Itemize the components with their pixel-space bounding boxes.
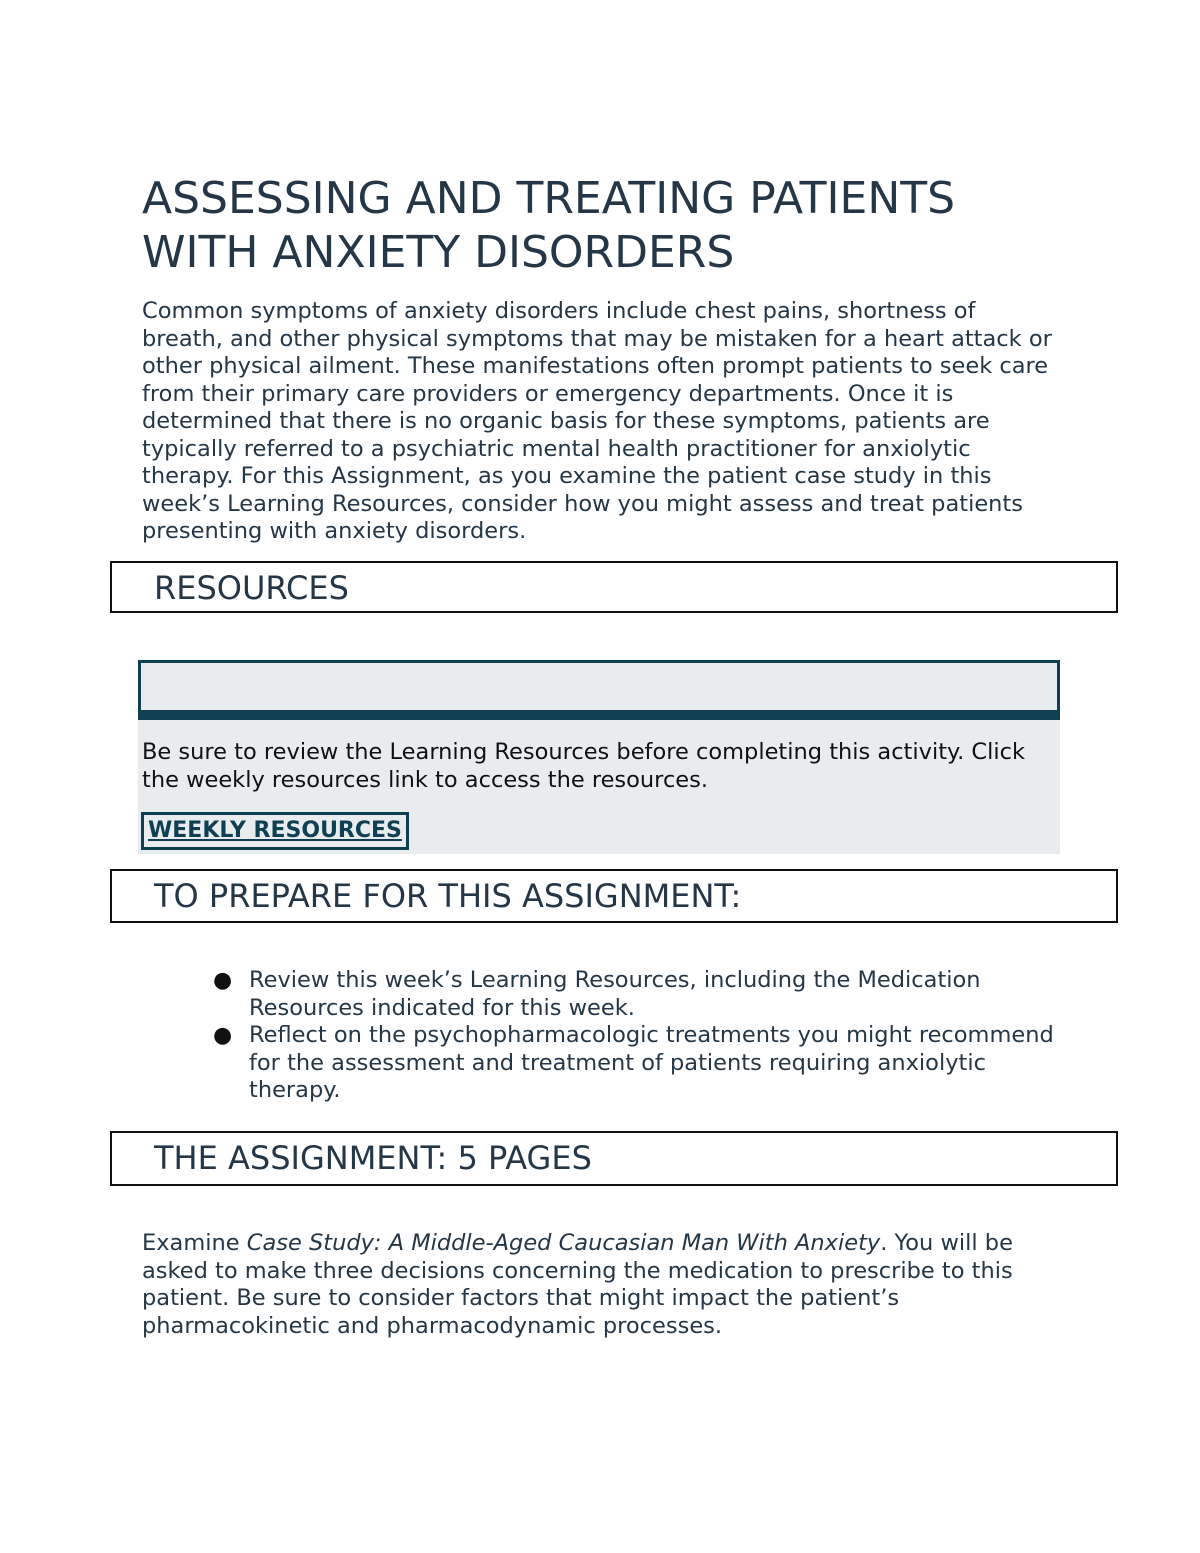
resources-section-header [110,561,1118,613]
list-item [213,967,1069,1022]
assignment-heading: THE ASSIGNMENT: 5 PAGES [154,1139,592,1177]
assignment-section-header [110,1131,1118,1186]
list-item-text: Review this week’s Learning Resources, including the Medication Resources indicated for this week. [249,967,981,1021]
callout-text: Be sure to review the Learning Resources before completing this activity. Click the weekly resources link to access the resources. [142,739,1026,793]
list-item [213,1022,1069,1105]
resources-callout [138,660,1060,854]
prepare-heading: TO PREPARE FOR THIS ASSIGNMENT: [154,877,742,915]
list-item-text: Reflect on the psychopharmacologic treatments you might recommend for the assessment and treatment of patients requiring anxiolytic therapy. [249,1022,1054,1103]
bullet-icon: ● [213,1023,233,1048]
assignment-text-suffix: . You will be asked to make three decisions concerning the medication to prescribe to this patient. Be sure to consider factors that might impact the patient’s pharmacokinetic and pharmacodynamic processes. [142,1230,1013,1339]
prepare-section-header [110,869,1118,923]
case-study-title: Case Study: A Middle-Aged Caucasian Man With Anxiety [246,1230,881,1256]
resources-heading: RESOURCES [154,569,349,607]
callout-header-bar [138,660,1060,720]
assignment-paragraph [142,1230,1062,1340]
weekly-resources-button[interactable]: WEEKLY RESOURCES [141,812,409,850]
prepare-list [213,967,1069,1105]
bullet-icon: ● [213,968,233,993]
assignment-text-prefix: Examine [142,1230,247,1256]
intro-paragraph: Common symptoms of anxiety disorders include chest pains, shortness of breath, and other physical symptoms that may be mistaken for a heart attack or other physical ailment. These manifestations often prompt patients to seek care from their primary care providers or emergency departments. Once it is determined that there is no organic basis for these symptoms, patients are typically referred to a psychiatric mental health practitioner for anxiolytic therapy. For this Assignment, as you examine the patient case study in this week’s Learning Resources, consider how you might assess and treat patients presenting with anxiety disorders. [142,298,1052,544]
page-title: ASSESSING AND TREATING PATIENTS WITH ANXIETY DISORDERS [142,173,956,278]
